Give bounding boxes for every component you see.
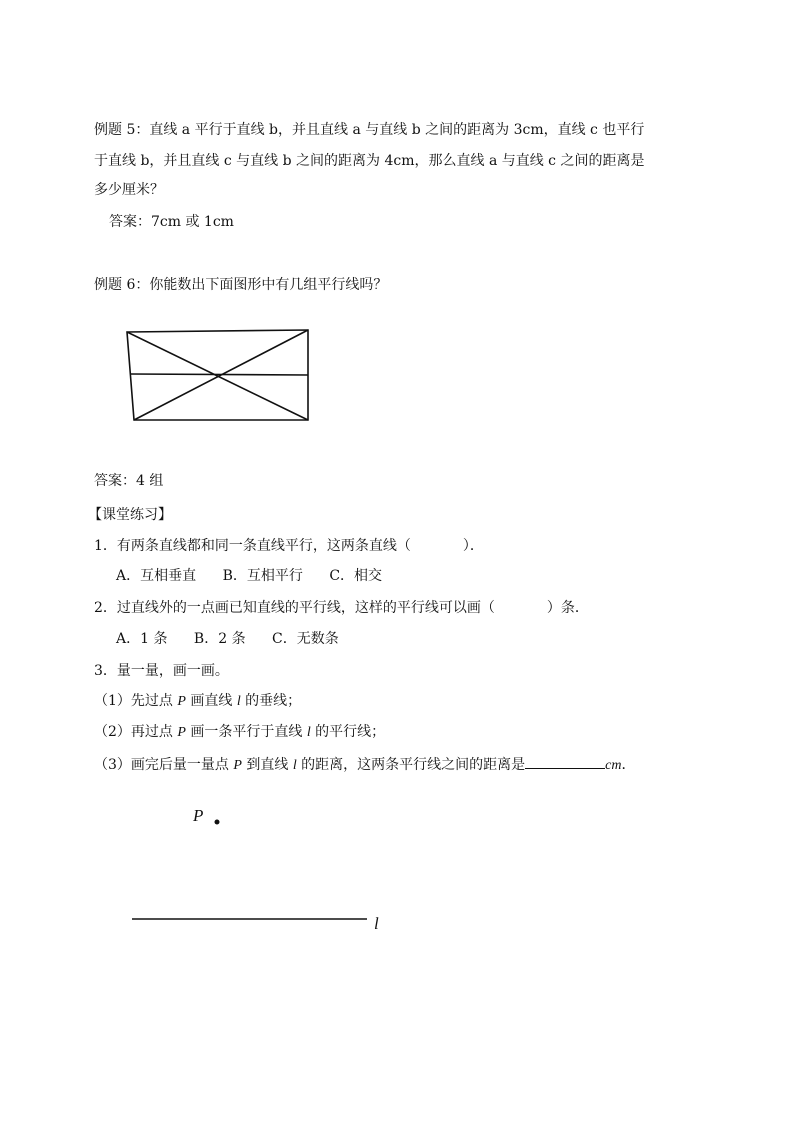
q3-sub2-point-label: P <box>177 725 186 740</box>
q3-sub3-a: （3）画完后量一量点 <box>94 757 234 773</box>
q1-text-after: ）． <box>462 538 484 554</box>
q2-option-c: C．无数条 <box>272 631 339 647</box>
q3-sub3-end: ． <box>621 757 636 773</box>
q3-unit: cm <box>605 758 622 773</box>
point-p-dot <box>215 820 220 825</box>
q3-sub3-point-label: P <box>233 758 242 773</box>
q3-sub3-b: 到直线 <box>241 757 293 773</box>
q2-option-b: B．2 条 <box>193 631 246 647</box>
q3-title: 3．量一量，画一画。 <box>94 663 229 679</box>
q3-sub2-a: （2）再过点 <box>94 724 178 740</box>
q3-sub2-c: 的平行线； <box>310 724 386 740</box>
q3-sub1-a: （1）先过点 <box>94 693 178 709</box>
q1-option-c: C．相交 <box>329 568 383 584</box>
q3-sub1-b: 画直线 <box>185 693 237 709</box>
line-l-label: l <box>374 914 379 933</box>
practice-heading: 【课堂练习】 <box>88 507 172 523</box>
q3-sub3-line-label: l <box>292 758 297 773</box>
example5-line2: 于直线 b，并且直线 c 与直线 b 之间的距离为 4cm，那么直线 a 与直线 c 之间的距离是 <box>94 153 645 169</box>
q1-text-before: 1．有两条直线都和同一条直线平行，这两条直线（ <box>94 538 411 554</box>
example5-answer: 答案：7cm 或 1cm <box>109 214 234 230</box>
q3-sub2-b: 画一条平行于直线 <box>185 724 307 740</box>
example6-answer: 答案：4 组 <box>94 473 164 489</box>
q2-text-before: 2．过直线外的一点画已知直线的平行线，这样的平行线可以画（ <box>94 600 495 616</box>
q3-sub1-line-label: l <box>236 694 241 709</box>
q3-sub1-point-label: P <box>177 694 186 709</box>
q3-sub3-c: 的距离，这两条平行线之间的距离是 <box>296 757 526 773</box>
q1-option-a: A．互相垂直 <box>116 568 197 584</box>
q3-sub1-c: 的垂线； <box>240 693 302 709</box>
example6-question: 例题 6：你能数出下面图形中有几组平行线吗？ <box>94 277 388 293</box>
point-p-label: P <box>193 806 204 825</box>
example5-line1: 例题 5：直线 a 平行于直线 b，并且直线 a 与直线 b 之间的距离为 3cm，直线 c 也平行 <box>94 122 645 138</box>
q1-option-b: B．互相平行 <box>222 568 303 584</box>
q2-text-after: ）条． <box>546 600 589 616</box>
q2-option-a: A．1 条 <box>116 631 168 647</box>
example5-line3: 多少厘米？ <box>94 182 164 198</box>
q3-sub2-line-label: l <box>306 725 311 740</box>
